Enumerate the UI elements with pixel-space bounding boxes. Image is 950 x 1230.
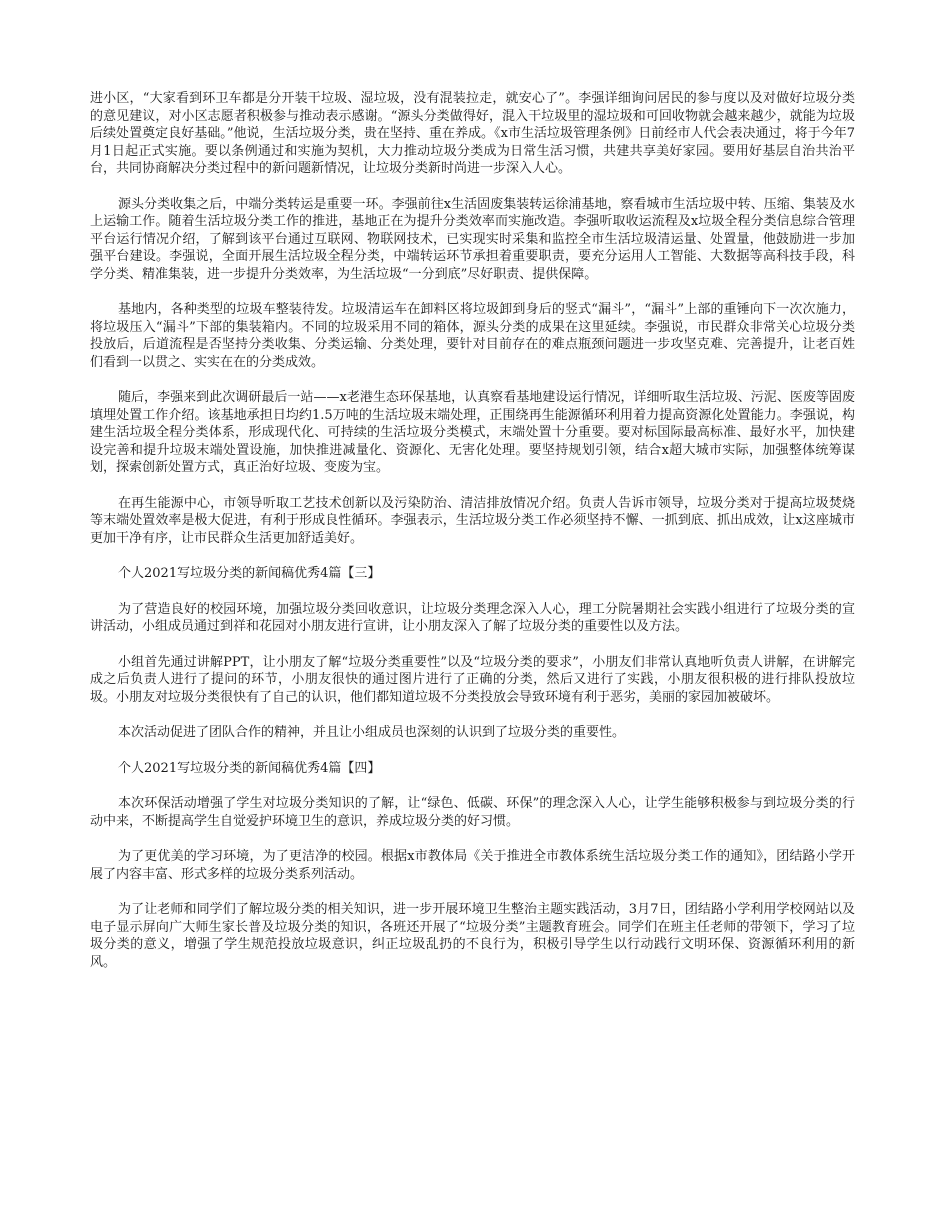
section-4-paragraph-1: 本次环保活动增强了学生对垃圾分类知识的了解，让“绿色、低碳、环保”的理念深入人心，让学生能够积极参与到垃圾分类的行动中来，不断提高学生自觉爱护环境卫生的意识，养成垃圾分类的好习惯。 (90, 796, 855, 829)
paragraph-1: 进小区，“大家看到环卫车都是分开装干垃圾、湿垃圾，没有混装拉走，就安心了”。李强详细询问居民的参与度以及对做好垃圾分类的意见建议，对小区志愿者积极参与推动表示感谢。“源头分类做得好，混入干垃圾里的湿垃圾和可回收物就会越来越少，就能为垃圾后续处置奠定良好基础。”他说，生活垃圾分类，贵在坚持、重在养成。《x市生活垃圾管理条例》日前经市人代会表决通过，将于今年7月1日起正式实施。要以条例通过和实施为契机，大力推动垃圾分类成为日常生活习惯，共建共享美好家园。要用好基层自治共治平台，共同协商解决分类过程中的新问题新情况，让垃圾分类新时尚进一步深入人心。 (90, 91, 855, 176)
paragraph-3: 基地内，各种类型的垃圾车整装待发。垃圾清运车在卸料区将垃圾卸到身后的竖式“漏斗”，“漏斗”上部的重锤向下一次次施力，将垃圾压入“漏斗”下部的集装箱内。不同的垃圾采用不同的箱体，源头分类的成果在这里延续。李强说，市民群众非常关心垃圾分类投放后，后道流程是否坚持分类收集、分类运输、分类处理，要针对目前存在的难点瓶颈问题进一步攻坚克难、完善提升，让老百姓们看到一以贯之、实实在在的分类成效。 (90, 302, 855, 370)
paragraph-5: 在再生能源中心，市领导听取工艺技术创新以及污染防治、清洁排放情况介绍。负责人告诉市领导，垃圾分类对于提高垃圾焚烧等末端处置效率是极大促进，有利于形成良性循环。李强表示，生活垃圾分类工作必须坚持不懈、一抓到底、抓出成效，让x这座城市更加干净有序，让市民群众生活更加舒适美好。 (90, 495, 855, 546)
section-heading-3: 个人2021写垃圾分类的新闻稿优秀4篇【三】 (118, 566, 381, 581)
section-heading-4: 个人2021写垃圾分类的新闻稿优秀4篇【四】 (118, 760, 381, 776)
section-3-paragraph-1: 为了营造良好的校园环境，加强垃圾分类回收意识，让垃圾分类理念深入人心，理工分院暑期社会实践小组进行了垃圾分类的宣讲活动，小组成员通过到祥和花园对小朋友进行宣讲，让小朋友深入了解了垃圾分类的重要性以及方法。 (90, 601, 855, 634)
section-3-paragraph-3: 本次活动促进了团队合作的精神，并且让小组成员也深刻的认识到了垃圾分类的重要性。 (118, 725, 626, 740)
section-4-paragraph-3: 为了让老师和同学们了解垃圾分类的相关知识，进一步开展环境卫生整治主题实践活动，3月7日，团结路小学利用学校网站以及电子显示屏向广大师生家长普及垃圾分类的知识，各班还开展了“垃圾分类”主题教育班会。同学们在班主任老师的带领下，学习了垃圾分类的意义，增强了学生规范投放垃圾意识，纠正垃圾乱扔的不良行为，积极引导学生以行动践行文明环保、资源循环利用的新风。 (90, 902, 855, 970)
section-4-paragraph-2: 为了更优美的学习环境，为了更洁净的校园。根据x市教体局《关于推进全市教体系统生活垃圾分类工作的通知》，团结路小学开展了内容丰富、形式多样的垃圾分类系列活动。 (90, 849, 855, 882)
section-3-paragraph-2: 小组首先通过讲解PPT，让小朋友了解“垃圾分类重要性”以及“垃圾分类的要求”，小朋友们非常认真地听负责人讲解，在讲解完成之后负责人进行了提问的环节，小朋友很快的通过图片进行了正确的分类，然后又进行了实践，小朋友很积极的进行排队投放垃圾。小朋友对垃圾分类很快有了自己的认识，他们都知道垃圾不分类投放会导致环境有利于恶劣，美丽的家园加被破坏。 (90, 654, 855, 705)
paragraph-4: 随后，李强来到此次调研最后一站——x老港生态环保基地，认真察看基地建设运行情况，详细听取生活垃圾、污泥、医废等固废填埋处置工作介绍。该基地承担日均约1.5万吨的生活垃圾末端处理，正围绕再生能源循环利用着力提高资源化处置能力。李强说，构建生活垃圾全程分类体系，形成现代化、可持续的生活垃圾分类模式，末端处置十分重要。要对标国际最高标准、最好水平，加快建设完善和提升垃圾末端处置设施，加快推进减量化、资源化、无害化处理。要坚持规划引领，结合x超大城市实际，加强整体统筹谋划，探索创新处置方式，真正治好垃圾、变废为宝。 (90, 390, 855, 475)
paragraph-2: 源头分类收集之后，中端分类转运是重要一环。李强前往x生活固废集装转运徐浦基地，察看城市生活垃圾中转、压缩、集装及水上运输工作。随着生活垃圾分类工作的推进，基地正在为提升分类效率而实施改造。李强听取收运流程及x垃圾全程分类信息综合管理平台运行情况介绍，了解到该平台通过互联网、物联网技术，已实现实时采集和监控全市生活垃圾清运量、处置量，他鼓励进一步加强平台建设。李强说，全面开展生活垃圾全程分类，中端转运环节承担着重要职责，要充分运用人工智能、大数据等高科技手段，科学分类、精准集装，进一步提升分类效率，为生活垃圾“一分到底”尽好职责、提供保障。 (90, 196, 855, 282)
